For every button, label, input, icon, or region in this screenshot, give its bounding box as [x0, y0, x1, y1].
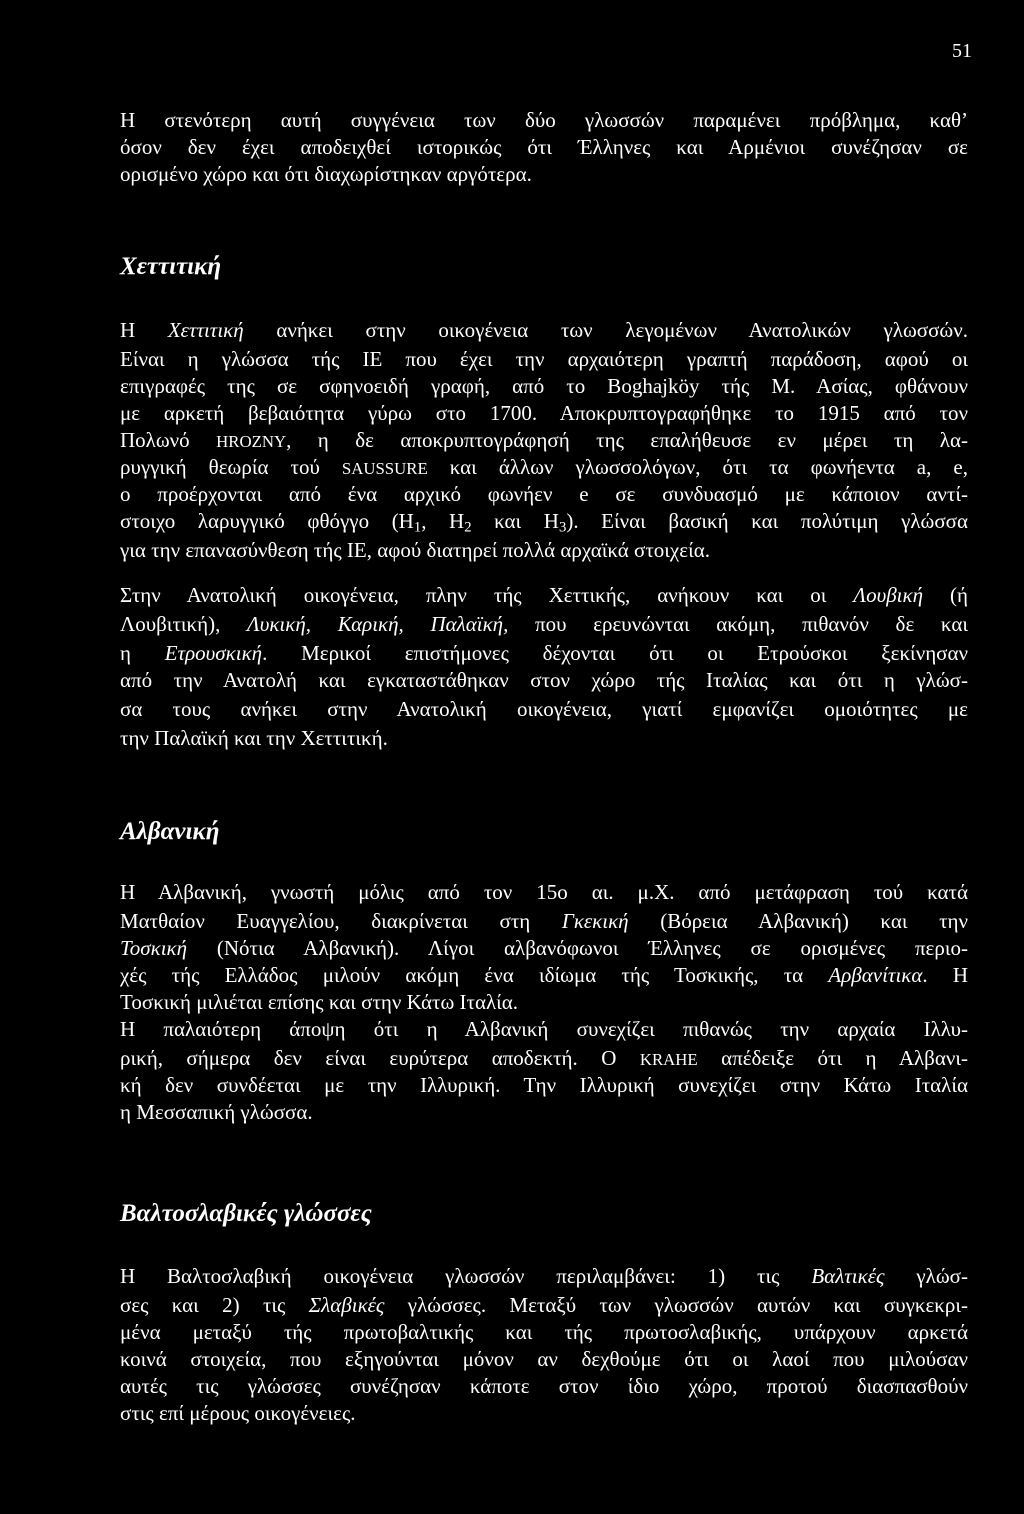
text-segment: (Βόρεια Αλβανική) και την: [628, 909, 969, 933]
text-segment: Η Βαλτοσλαβική οικογένεια γλωσσών περιλαμβάνει: 1) τις: [120, 1264, 812, 1288]
text-segment: . Μερικοί επιστήμονες δέχονται ότι οι Ετρούσκοι ξεκίνησαν: [262, 641, 968, 665]
text-line-21: [120, 935, 968, 962]
text-segment: στοιχο λαρυγγικό φθόγγο (H: [120, 509, 414, 533]
text-segment: Είναι η γλώσσα τής ΙΕ που έχει την αρχαιότερη γραπτή παράδοση, αφού οι: [120, 347, 968, 371]
text-segment: γλώσσες. Μεταξύ των γλωσσών αυτών και συγκεκρι-: [384, 1293, 969, 1317]
text-segment: Η παλαιότερη άποψη ότι η Αλβανική συνεχίζει πιθανώς την αρχαία Ιλλυ-: [120, 1017, 968, 1041]
text-line-13: [120, 582, 968, 609]
text-segment: ρική, σήμερα δεν είναι ευρύτερα αποδεκτή. Ο: [120, 1046, 640, 1070]
text-line-25: [120, 1045, 968, 1072]
text-line-19: [120, 879, 968, 906]
text-segment: Λουβική: [853, 583, 924, 607]
text-line-16: [120, 667, 968, 694]
text-line-24: [120, 1016, 968, 1043]
text-segment: Η Αλβανική, γνωστή μόλις από τον 15ο αι. μ.Χ. από μετάφραση τού κατά: [120, 880, 968, 904]
text-segment: Αρβανίτικα: [828, 963, 923, 987]
text-segment: από την Ανατολή και εγκαταστάθηκαν στον χώρο τής Ιταλίας και ότι η γλώσ-: [120, 668, 968, 692]
text-line-4: [120, 317, 968, 344]
text-line-1: [120, 107, 968, 134]
text-segment: η: [120, 641, 165, 665]
text-line-7: [120, 400, 968, 427]
text-segment: όσον δεν έχει αποδειχθεί ιστορικώς ότι Έλληνες και Αρμένιοι συνέζησαν σε: [120, 135, 968, 159]
text-segment: Η στενότερη αυτή συγγένεια των δύο γλωσσών παραμένει πρόβλημα, καθ’: [120, 108, 968, 132]
text-segment: και H: [471, 509, 559, 533]
text-line-9: [120, 454, 968, 481]
text-segment: Πολωνό: [120, 428, 217, 452]
text-segment: για την επανασύνθεση τής ΙΕ, αφού διατηρεί πολλά αρχαϊκά στοιχεία.: [120, 538, 710, 562]
text-line-30: [120, 1319, 968, 1346]
text-segment: Ετρουσκική: [164, 641, 263, 665]
text-segment: χές τής Ελλάδος μιλούν ακόμη ένα ιδίωμα τής Τοσκικής, τα: [120, 963, 829, 987]
text-line-3: [120, 161, 968, 188]
text-segment: o προέρχονται από ένα αρχικό φωνήεν e σε συνδυασμό με κάποιον αντί-: [120, 482, 968, 506]
text-line-22: [120, 962, 968, 989]
text-segment: γλώσ-: [884, 1264, 968, 1288]
text-segment: , H: [421, 509, 465, 533]
text-segment: , η δε αποκρυπτογράφησή της επαλήθευσε εν μέρει τη λα-: [286, 428, 968, 452]
text-segment: επιγραφές της σε σφηνοειδή γραφή, από το Boghajköy τής Μ. Ασίας, φθάνουν: [120, 374, 968, 398]
text-segment: κοινά στοιχεία, που εξηγούνται μόνον αν δεχθούμε ότι οι λαοί που μιλούσαν: [120, 1347, 968, 1371]
text-segment: ρυγγική θεωρία τού: [120, 455, 342, 479]
text-segment: Λουβιτική),: [120, 612, 248, 636]
text-segment: Σλαβικές: [308, 1293, 385, 1317]
text-segment: . Η: [922, 963, 969, 987]
text-line-32: [120, 1373, 968, 1400]
text-segment: HROZNY: [216, 432, 287, 451]
text-line-20: [120, 908, 968, 935]
text-segment: Τοσκική μιλιέται επίσης και στην Κάτω Ιταλία.: [120, 990, 519, 1014]
text-line-23: [120, 989, 968, 1016]
text-segment: ανήκει στην οικογένεια των λεγομένων Ανατολικών γλωσσών.: [243, 318, 968, 342]
text-segment: Χεττιτική: [167, 318, 244, 342]
section-heading-hittite: Χεττιτική: [120, 253, 222, 280]
text-segment: SAUSSURE: [341, 459, 428, 478]
text-line-33: [120, 1400, 968, 1427]
text-segment: KRAHE: [639, 1050, 698, 1069]
text-segment: 3: [558, 519, 567, 536]
text-segment: ). Είναι βασική και πολύτιμη γλώσσα: [566, 509, 969, 533]
text-segment: με αρκετή βεβαιότητα γύρω στο 1700. Αποκρυπτογραφήθηκε το 1915 από τον: [120, 401, 968, 425]
text-segment: 2: [464, 519, 472, 536]
text-segment: Τοσκική: [120, 936, 188, 960]
page-number: 51: [952, 40, 972, 62]
text-line-5: [120, 346, 968, 373]
text-segment: και άλλων γλωσσολόγων, ότι τα φωνήεντα a, e,: [427, 455, 968, 479]
text-segment: Λυκική, Καρική, Παλαϊκή,: [247, 612, 509, 636]
text-line-2: [120, 134, 968, 161]
text-line-28: [120, 1263, 968, 1290]
text-line-12: [120, 537, 968, 564]
text-segment: η Μεσσαπική γλώσσα.: [120, 1100, 313, 1124]
text-segment: Στην Ανατολική οικογένεια, πλην τής Χεττικής, ανήκουν και οι: [120, 583, 854, 607]
text-segment: Ματθαίον Ευαγγελίου, διακρίνεται στη: [120, 909, 562, 933]
text-segment: Η: [120, 318, 168, 342]
text-segment: Βαλτικές: [811, 1264, 885, 1288]
text-line-17: [120, 696, 968, 723]
text-segment: που ερευνώνται ακόμη, πιθανόν δε και: [508, 612, 968, 636]
text-segment: (ή: [923, 583, 968, 607]
text-segment: Γκεκική: [561, 909, 629, 933]
text-segment: (Νότια Αλβανική). Λίγοι αλβανόφωνοι Έλληνες σε ορισμένες περιο-: [187, 936, 968, 960]
text-line-31: [120, 1346, 968, 1373]
text-segment: 1: [413, 519, 422, 536]
section-heading-baltoslavic: Βαλτοσλαβικές γλώσσες: [120, 1200, 372, 1227]
text-segment: την Παλαϊκή και την Χεττιτική.: [120, 726, 388, 750]
text-line-8: [120, 427, 968, 454]
text-segment: σα τους ανήκει στην Ανατολική οικογένεια, γιατί εμφανίζει ομοιότητες με: [120, 697, 968, 721]
text-line-14: [120, 611, 968, 638]
text-line-26: [120, 1072, 968, 1099]
text-segment: ορισμένο χώρο και ότι διαχωρίστηκαν αργότερα.: [120, 162, 532, 186]
section-heading-albanian: Αλβανική: [120, 818, 220, 845]
text-segment: σες και 2) τις: [120, 1293, 309, 1317]
text-segment: αυτές τις γλώσσες συνέζησαν κάποτε στον ίδιο χώρο, προτού διασπασθούν: [120, 1374, 968, 1398]
text-segment: μένα μεταξύ τής πρωτοβαλτικής και τής πρωτοσλαβικής, υπάρχουν αρκετά: [120, 1320, 968, 1344]
text-line-27: [120, 1099, 968, 1126]
text-line-15: [120, 640, 968, 667]
text-line-10: [120, 481, 968, 508]
text-line-29: [120, 1292, 968, 1319]
text-line-11: [120, 508, 968, 535]
text-segment: απέδειξε ότι η Αλβανι-: [697, 1046, 968, 1070]
text-line-18: [120, 725, 968, 752]
text-segment: στις επί μέρους οικογένειες.: [120, 1401, 356, 1425]
text-segment: κή δεν συνδέεται με την Ιλλυρική. Την Ιλλυρική συνεχίζει στην Κάτω Ιταλία: [120, 1073, 968, 1097]
text-line-6: [120, 373, 968, 400]
